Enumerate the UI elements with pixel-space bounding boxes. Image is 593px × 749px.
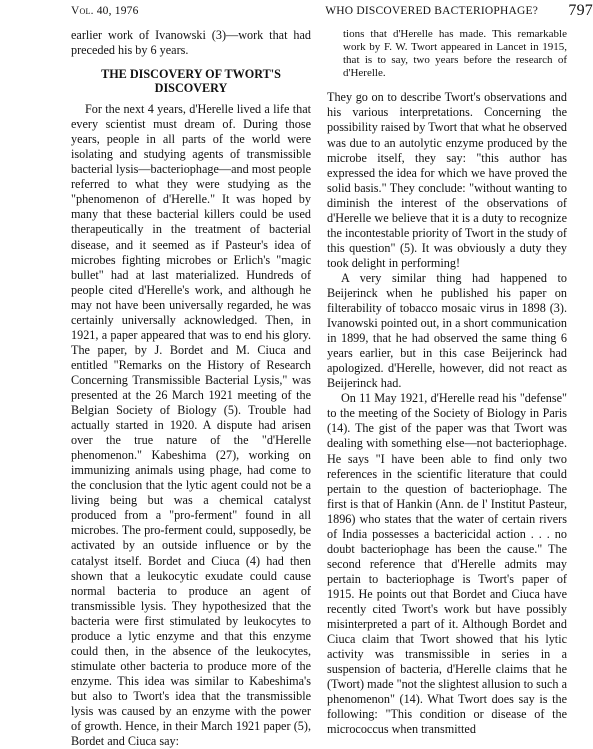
- left-column: [71, 28, 311, 749]
- page-number: 797: [568, 2, 593, 19]
- right-column: [327, 28, 567, 737]
- block-quote: [327, 28, 567, 80]
- journal-volume-year: Vol. 40, 1976: [71, 5, 139, 17]
- running-head: [71, 4, 593, 22]
- section-heading: THE DISCOVERY OF TWORT'S DISCOVERY: [101, 67, 281, 96]
- body-paragraph: On 11 May 1921, d'Herelle read his "defense" to the meeting of the Society of Biology in Paris (14). The gist of the paper was that Twort was dealing with something else—not bacteriophage. He says "I have been able to find only two references in the scientific literature that could pertain to the question of bacteriophage. The first is that of Hankin (Ann. de l' Institut Pasteur, 1896) who states that the water of certain rivers of India possesses a bactericidal action . . . no doubt bacteriophage has been the cause." The second reference that d'Herelle admits may pertain to bacteriophage is Twort's paper of 1915. He points out that Bordet and Ciuca have recently cited Twort's work but have possibly misinterpreted a part of it. Although Bordet and Ciuca claim that Twort showed that his lytic activity was transmissible in series in a suspension of bacteria, d'Herelle claims that he (Twort) made "not the slightest allusion to such a phenomenon" (14). What Twort does say is the following: "This condition or disease of the micrococcus when transmitted: [327, 391, 567, 737]
- body-paragraph: They go on to describe Twort's observations and his various interpretations. Concerning the possibility raised by Twort that what he observed was due to an autolytic enzyme produced by the microbe itself, they say: "this author has expressed the idea for which we have proved the solid basis." They conclude: "without wanting to diminish the interest of the observations of d'Herelle we believe that it is a duty to recognize the incontestable priority of Twort in the study of this question" (5). It was obviously a duty they took delight in performing!: [327, 90, 567, 270]
- body-paragraph: A very similar thing had happened to Beijerinck when he published his paper on filterability of tobacco mosaic virus in 1898 (3). Ivanowski pointed out, in a short communication in 1899, that he had observed the same thing 6 years earlier, but in this case Beijerinck had apologized. d'Herelle, however, did not react as Beijerinck had.: [327, 270, 567, 391]
- running-title: WHO DISCOVERED BACTERIOPHAGE?: [325, 5, 538, 17]
- carryover-paragraph: earlier work of Ivanowski (3)—work that had preceded his by 6 years.: [71, 28, 311, 58]
- body-paragraph: For the next 4 years, d'Herelle lived a life that every scientist must dream of. During those years, people in all parts of the world were isolating and studying agents of transmissible bacterial lysis—bacteriophage—and most people referred to what they were studying as the "phenomenon of d'Herelle." It was hoped by many that these bacterial killers could be used therapeutically in the treatment of bacterial disease, and it seemed as if Pasteur's idea of microbes fighting microbes or Erlich's "magic bullet" had at last materialized. Hundreds of people cited d'Herelle's work, and although he may not have been universally regarded, he was certainly universally acknowledged. Then, in 1921, a paper appeared that was to end his glory. The paper, by J. Bordet and M. Ciuca and entitled "Remarks on the History of Research Concerning Transmissible Bacterial Lysis," was presented at the 26 March 1921 meeting of the Belgian Society of Biology (5). Trouble had actually started in 1920. A dispute had arisen over the true nature of the "d'Herelle phenomenon." Kabeshima (27), working on immunizing animals using phage, had come to the conclusion that the lytic agent could not be a living being but was a chemical catalyst produced from a "pro-ferment" found in all microbes. The pro-ferment could, supposedly, be activated by an outside influence or by the catalyst itself. Bordet and Ciuca (4) had then shown that a leukocytic exudate could cause normal bacteria to produce an agent of transmissible lysis. They hypothesized that the bacteria were first stimulated by leukocytes to produce a lytic enzyme and that this enzyme could then, in the absence of the leukocytes, stimulate other bacteria to produce more of the enzyme. This idea was similar to Kabeshima's but also to Twort's idea that the transmissible lysis was caused by an enzyme with the power of growth. Hence, in their March 1921 paper (5), Bordet and Ciuca say:: [71, 102, 311, 749]
- quote-text: tions that d'Herelle has made. This remarkable work by F. W. Twort appeared in Lancet in 1915, that is to say, two years before the research of d'Herelle.: [343, 28, 567, 80]
